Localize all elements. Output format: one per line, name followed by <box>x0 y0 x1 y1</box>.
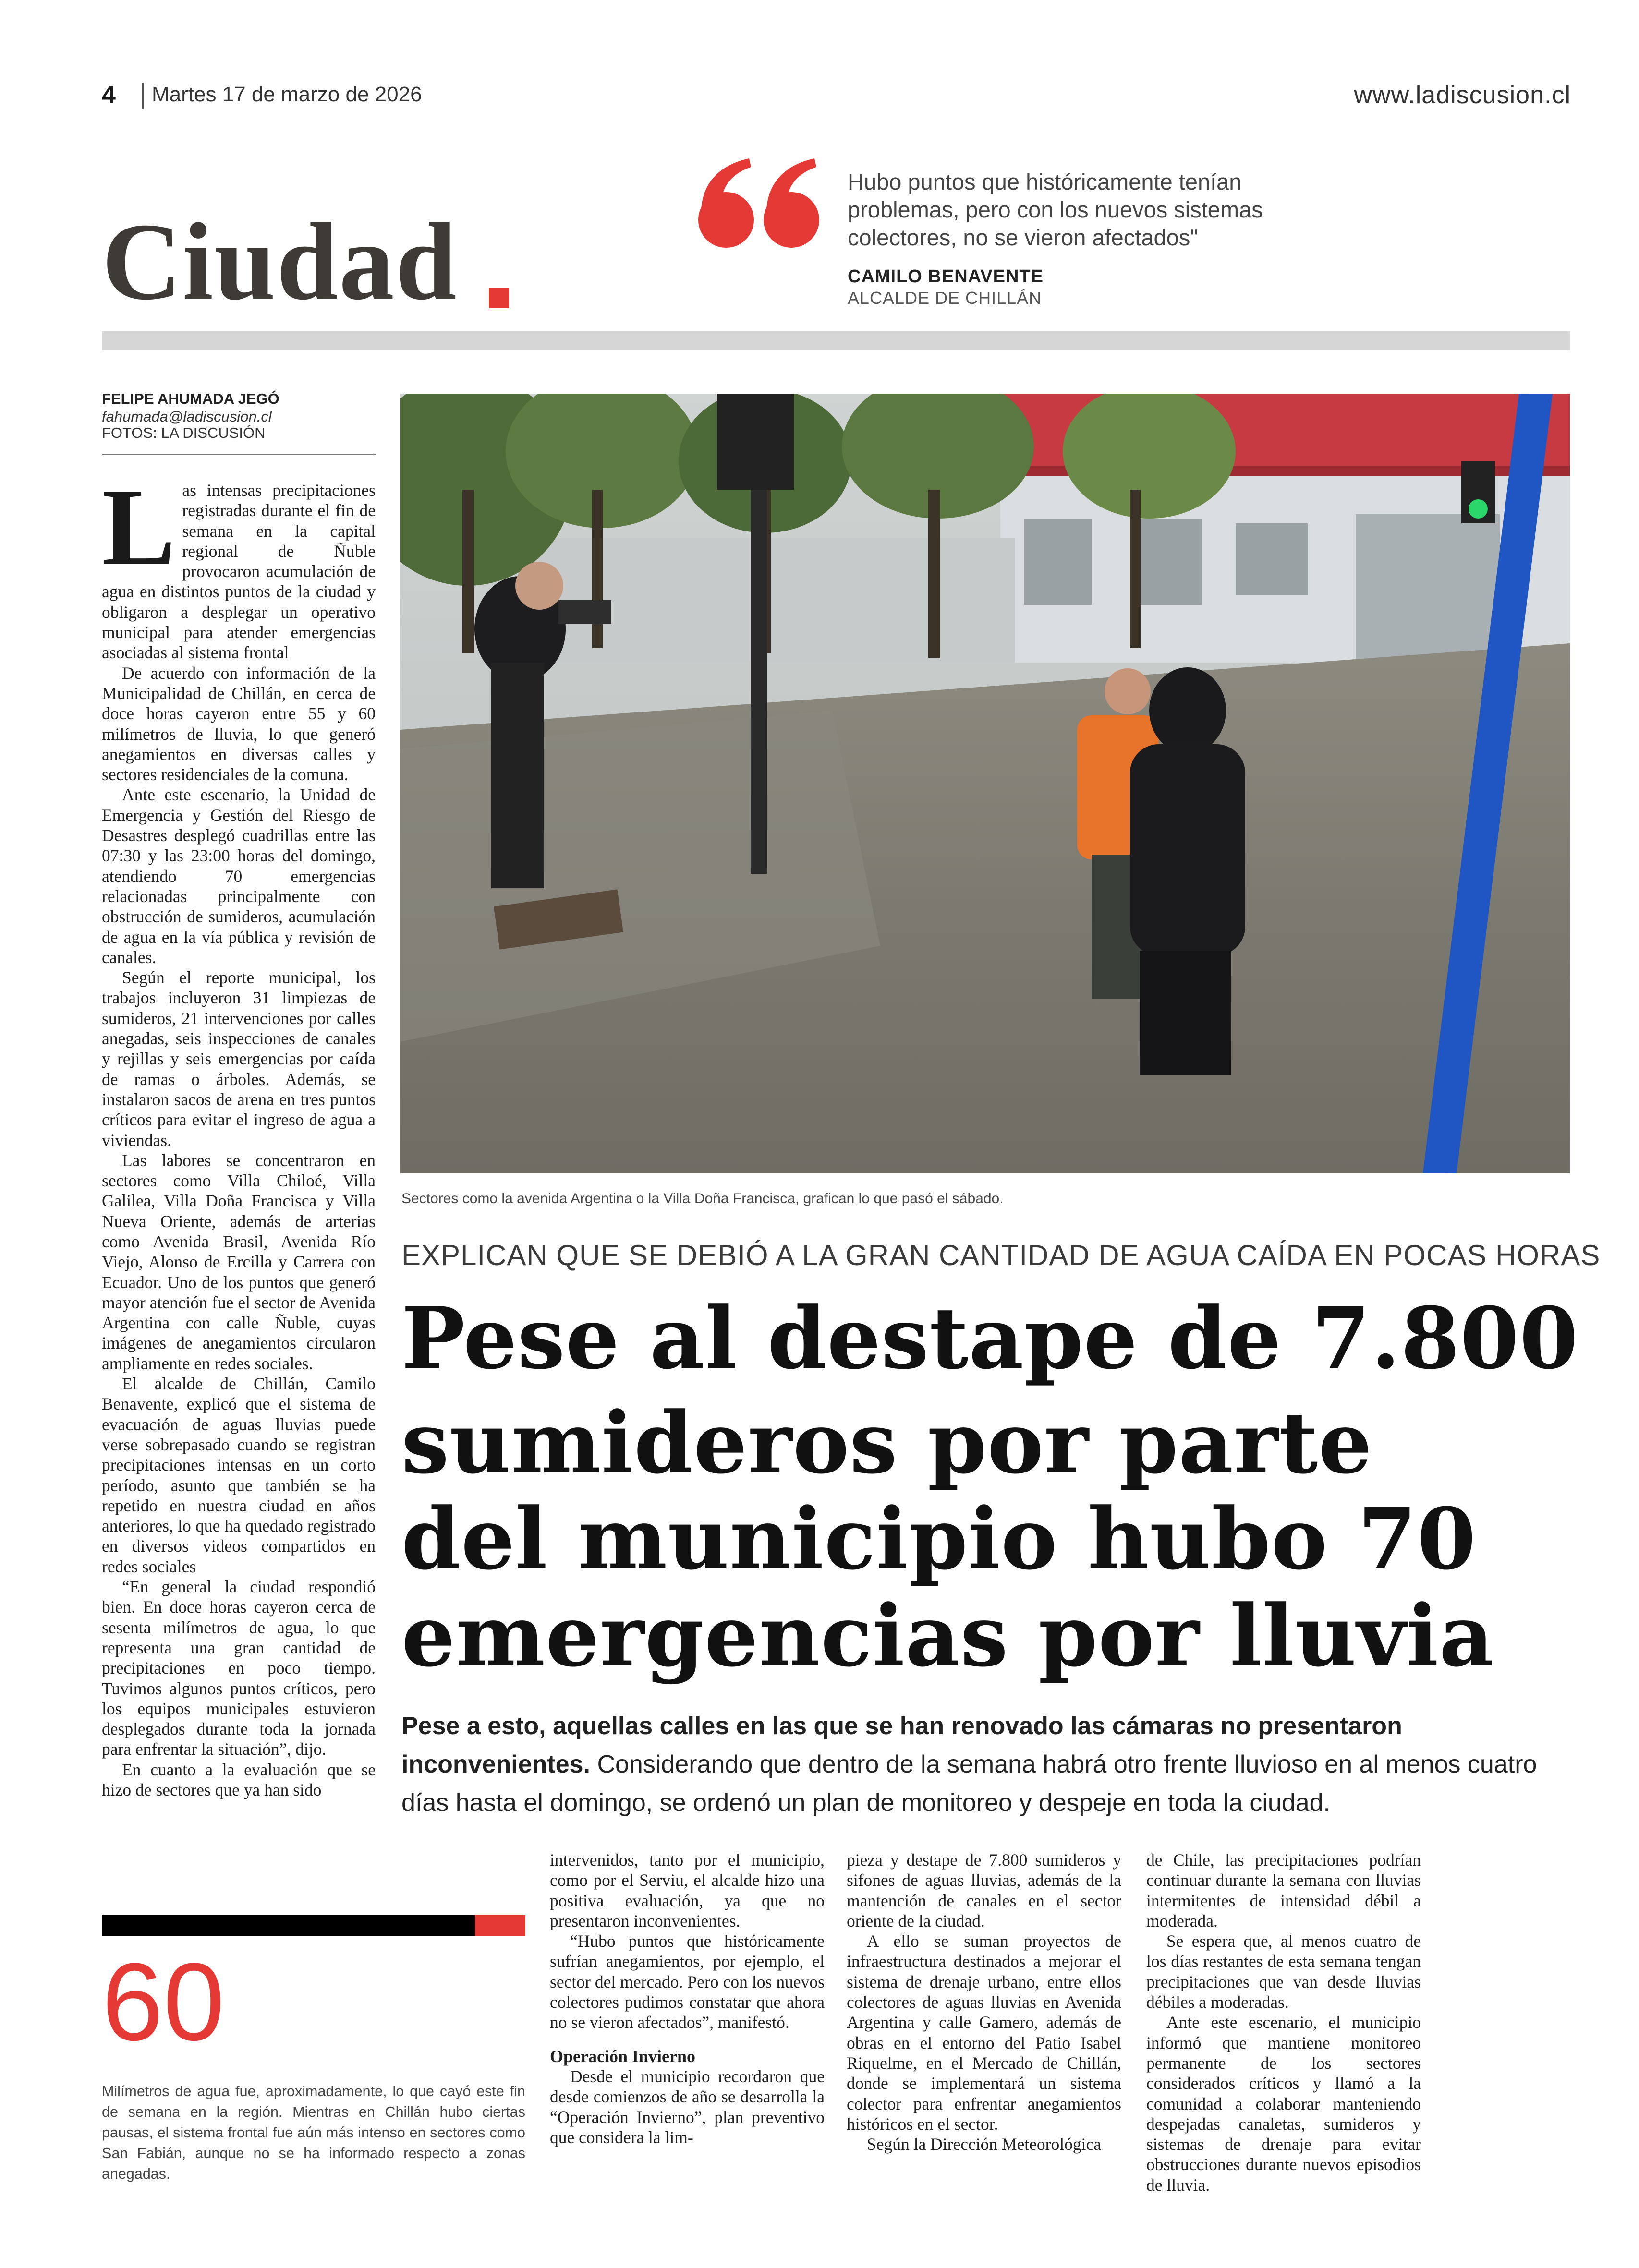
issue-date: Martes 17 de marzo de 2026 <box>152 83 422 106</box>
paragraph-c2-3: Desde el municipio recordaron que desde comienzos de año se desarrolla la “Operación Invierno”, plan preventivo que considera la lim- <box>550 2066 825 2147</box>
body-column-1 <box>102 466 376 1800</box>
pull-quote-text: Hubo puntos que históricamente tenían problemas, pero con los nuevos sistemas colectores, no se vieron afectados" <box>848 169 1263 250</box>
paragraph-c4-1: de Chile, las precipitaciones podrían continuar durante la semana con lluvias intermitentes de intensidad débil a moderada. <box>1146 1850 1421 1930</box>
quote-mark-icon <box>696 154 826 250</box>
paragraph-7: “En general la ciudad respondió bien. En doce horas cayeron cerca de sesenta milímetros de agua, lo que representa una gran cantidad de precipitaciones en poco tiempo. Tuvimos algunos puntos críticos, pero los equipos municipales estuvieron desplegados durante toda la jornada para enfrentar la situación”, dijo. <box>102 1577 376 1759</box>
subhead-operacion-invierno: Operación Invierno <box>550 2046 695 2066</box>
headline-line-3: del municipio hubo 70 <box>401 1489 1477 1589</box>
fact-text: Milímetros de agua fue, aproximadamente, lo que cayó este fin de semana en la región. Mientras en Chillán hubo ciertas pausas, el sistema frontal fue aún más intenso en sectores como San Fabián, aunque no se ha informado respecto a zonas anegadas. <box>102 2083 525 2182</box>
news-photo <box>400 394 1570 1173</box>
standfirst <box>401 1707 1573 1822</box>
headline-line-1: Pese al destape de 7.800 <box>401 1289 1579 1388</box>
body-column-2 <box>550 1850 825 2147</box>
paragraph-c2-2: “Hubo puntos que históricamente sufrían anegamientos, por ejemplo, el sector del mercado. Pero con los nuevos colectores pudimos constatar que ahora no se vieron afectados”, manifestó. <box>550 1931 825 2032</box>
standfirst-rest: Considerando que dentro de la semana habrá otro frente lluvioso en al menos cuatro días hasta el domingo, se ordenó un plan de monitoreo y despeje en toda la ciudad. <box>401 1750 1537 1817</box>
paragraph-c4-2: Se espera que, al menos cuatro de los días restantes de esta semana tengan precipitaciones que van desde lluvias débiles a moderadas. <box>1146 1931 1421 2012</box>
body-column-4 <box>1146 1850 1421 2195</box>
body-column-3 <box>847 1850 1121 2154</box>
headline-line-2: sumideros por parte <box>401 1393 1373 1493</box>
paragraph-c4-3: Ante este escenario, el municipio informó que mantiene monitoreo permanente de los sectores considerados críticos y llamó a la comunidad a colaborar manteniendo despejadas canaletas, sumideros y sistemas de drenaje para evitar obstrucciones durante nuevos episodios de lluvia. <box>1146 2013 1421 2195</box>
paragraph-c3-1: pieza y destape de 7.800 sumideros y sifones de aguas lluvias, además de la mantención de canales en el sector oriente de la ciudad. <box>847 1850 1121 1930</box>
paragraph-c3-3: Según la Dirección Meteorológica <box>867 2135 1101 2154</box>
header-divider <box>142 83 144 109</box>
site-url[interactable]: www.ladiscusion.cl <box>1354 81 1571 109</box>
standfirst-bold: Pese a esto, aquellas calles en las que se han renovado las cámaras no presentaron inconvenientes. <box>401 1712 1402 1778</box>
byline-author: FELIPE AHUMADA JEGÓ <box>102 390 279 407</box>
paragraph-2: De acuerdo con información de la Municipalidad de Chillán, en cerca de doce horas cayeron entre 55 y 60 milímetros de lluvia, lo que generó anegamientos en diversas calles y sectores residenciales de la comuna. <box>102 663 376 784</box>
kicker: EXPLICAN QUE SE DEBIÓ A LA GRAN CANTIDAD DE AGUA CAÍDA EN POCAS HORAS <box>401 1239 1601 1271</box>
pull-quote-name: CAMILO BENAVENTE <box>848 266 1044 287</box>
byline-divider <box>102 454 376 455</box>
paragraph-c2-1: intervenidos, tanto por el municipio, como por el Serviu, el alcalde hizo una positiva evaluación, ya que no presentaron inconvenientes. <box>550 1850 825 1930</box>
headline-line-4: emergencias por lluvia <box>401 1586 1494 1686</box>
drop-cap: L <box>102 466 176 588</box>
paragraph-4: Según el reporte municipal, los trabajos incluyeron 31 limpiezas de sumideros, 21 intervenciones por calles anegadas, seis inspecciones de canales y rejillas y seis emergencias por caída de ramas o árboles. Además, se instalaron sacos de arena en tres puntos críticos para evitar el ingreso de agua a viviendas. <box>102 968 376 1150</box>
byline-photos: FOTOS: LA DISCUSIÓN <box>102 424 266 441</box>
paragraph-3: Ante este escenario, la Unidad de Emergencia y Gestión del Riesgo de Desastres desplegó cuadrillas entre las 07:30 y las 23:00 horas del domingo, atendiendo 70 emergencias relacionadas principalmente con obstrucción de sumideros, acumulación de agua en la vía pública y revisión de canales. <box>102 785 376 967</box>
fact-box-rule <box>102 1915 475 1936</box>
paragraph-6: El alcalde de Chillán, Camilo Benavente, explicó que el sistema de evacuación de aguas lluvias puede verse sobrepasado cuando se registran precipitaciones intensas en un corto período, asunto que también se ha repetido en nuestra ciudad en años anteriores, lo que ha quedado registrado en diversos videos compartidos en redes sociales <box>102 1374 376 1576</box>
paragraph-5: Las labores se concentraron en sectores como Villa Chiloé, Villa Galilea, Villa Doña Francisca y Villa Nueva Oriente, además de arterias como Avenida Brasil, Avenida Río Viejo, Alonso de Ercilla y Carrera con Ecuador. Uno de los puntos que generó mayor atención fue el sector de Avenida Argentina con calle Ñuble, cuyas imágenes de anegamientos circularon ampliamente en redes sociales. <box>102 1150 376 1373</box>
photo-caption: Sectores como la avenida Argentina o la Villa Doña Francisca, grafican lo que pasó el sábado. <box>401 1191 1004 1206</box>
fact-number: 60 <box>102 1940 225 2063</box>
section-title-dot <box>489 288 509 308</box>
fact-box-rule-accent <box>475 1915 525 1936</box>
pull-quote-role: ALCALDE DE CHILLÁN <box>848 288 1042 308</box>
section-title: Ciudad <box>102 200 458 323</box>
paragraph-c3-2: A ello se suman proyectos de infraestructura destinados a mejorar el sistema de drenaje urbano, entre ellos colectores de aguas lluvias en Avenida Argentina y calle Gamero, además de obras en el entorno del Patio Isabel Riquelme, en el Mercado de Chillán, donde se implementará un sistema colector para enfrentar anegamientos históricos en el sector. <box>847 1931 1121 2134</box>
paragraph-8: En cuanto a la evaluación que se hizo de sectores que ya han sido <box>102 1760 376 1799</box>
section-band <box>102 331 1570 350</box>
byline-email[interactable]: fahumada@ladiscusion.cl <box>102 408 272 425</box>
page-number: 4 <box>102 81 116 109</box>
paragraph-1: Las intensas precipitaciones registradas durante el fin de semana en la capital regional de Ñuble provocaron acumulación de agua en distintos puntos de la ciudad y obligaron a desplegar un operativo municipal para atender emergencias asociadas al sistema frontal <box>102 466 376 663</box>
